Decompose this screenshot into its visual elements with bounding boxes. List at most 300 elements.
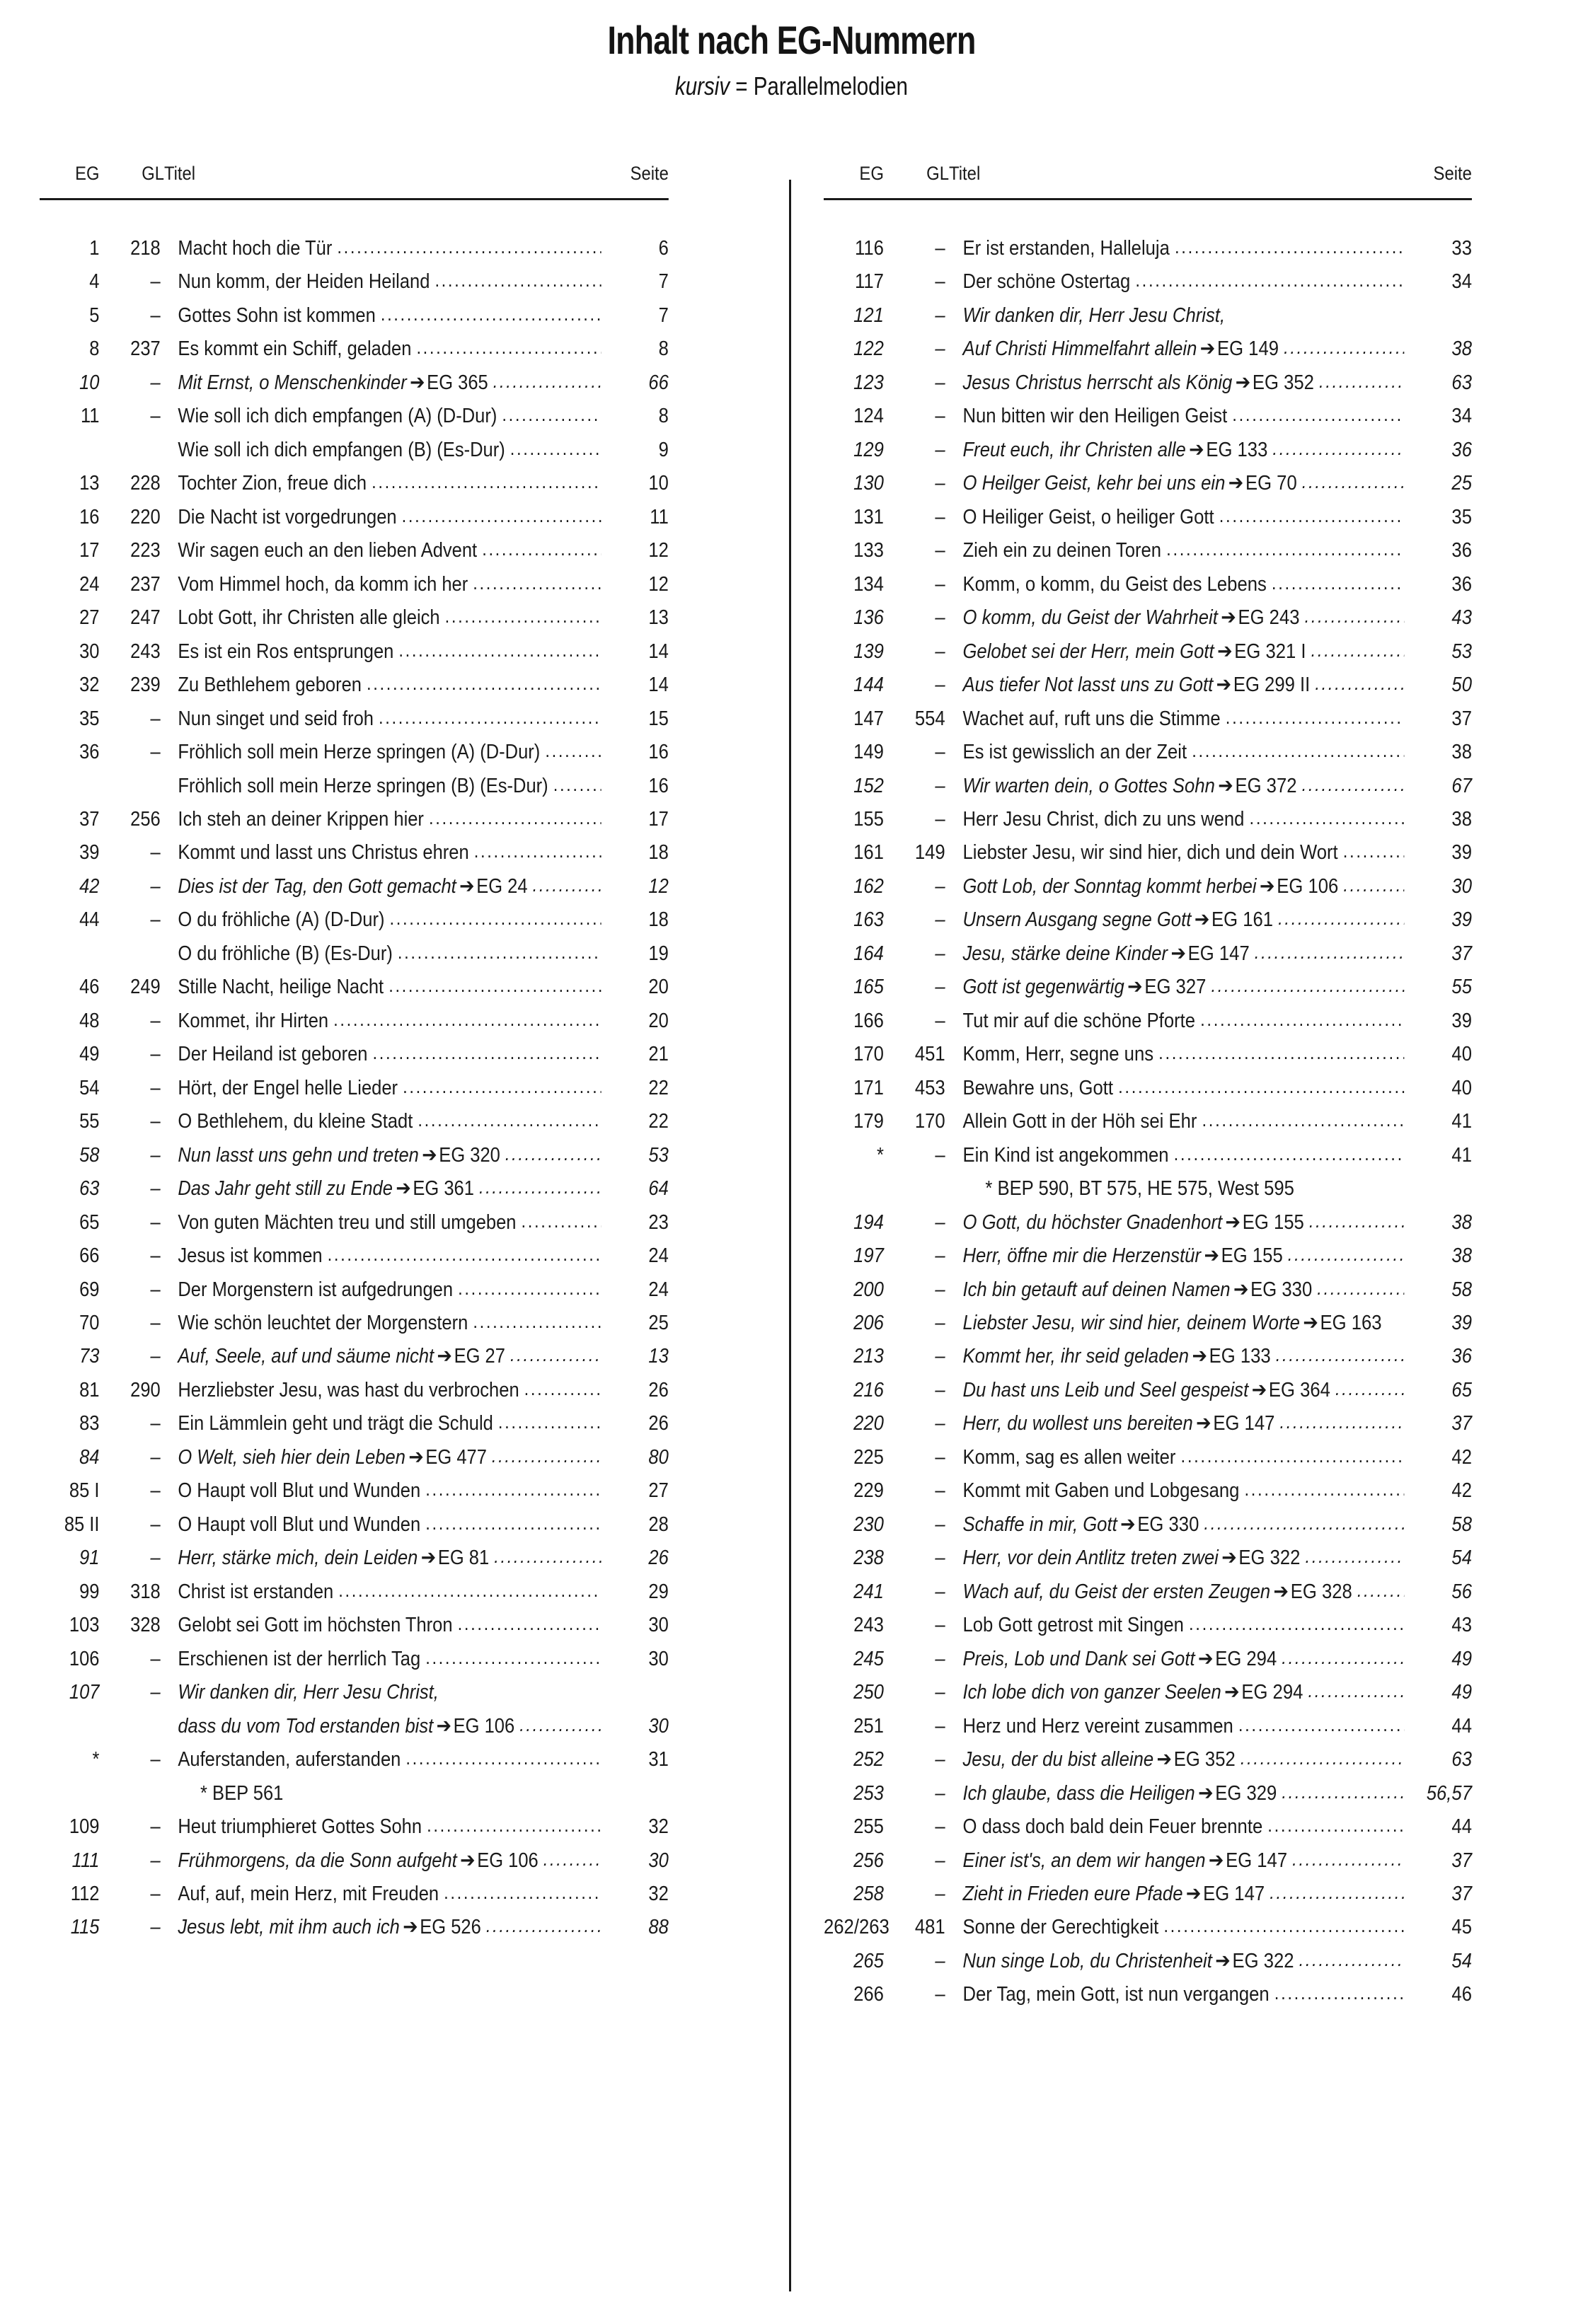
index-row bbox=[824, 1374, 1472, 1407]
cross-reference: EG 70 bbox=[1245, 472, 1297, 495]
cell-eg-number: 58 bbox=[79, 1143, 100, 1167]
reference-arrow-icon: ➔ bbox=[1198, 1647, 1214, 1670]
dot-leader bbox=[1302, 774, 1405, 795]
cell-page-number: 31 bbox=[648, 1748, 669, 1771]
title-text: Die Nacht ist vorgedrungen bbox=[178, 505, 397, 528]
cross-reference: EG 526 bbox=[420, 1916, 481, 1939]
dot-leader bbox=[505, 1143, 601, 1164]
cell-page-number: 54 bbox=[1451, 1949, 1472, 1972]
cell-page-number: 7 bbox=[658, 303, 669, 327]
cell-eg-number: 252 bbox=[853, 1748, 884, 1771]
index-row bbox=[40, 1474, 669, 1508]
index-row bbox=[824, 1206, 1472, 1239]
cell-title bbox=[949, 803, 1404, 836]
cell-title bbox=[949, 601, 1404, 635]
cell-eg-number: 171 bbox=[853, 1076, 884, 1099]
cell-gl-number: – bbox=[935, 371, 945, 394]
index-row bbox=[824, 1810, 1472, 1844]
dot-leader bbox=[473, 1311, 601, 1332]
cell-title bbox=[949, 1911, 1404, 1944]
cell-eg-number: 238 bbox=[853, 1547, 884, 1570]
reference-arrow-icon: ➔ bbox=[422, 1143, 437, 1167]
cell-title bbox=[164, 467, 601, 500]
cell-gl-number: 237 bbox=[130, 337, 161, 361]
cell-title bbox=[164, 1676, 601, 1709]
cross-reference: EG 294 bbox=[1241, 1681, 1303, 1704]
cell-title bbox=[949, 635, 1404, 669]
cell-eg-number: 256 bbox=[853, 1849, 884, 1872]
dot-leader bbox=[524, 1378, 601, 1399]
dot-leader bbox=[1282, 1781, 1404, 1803]
reference-arrow-icon: ➔ bbox=[1156, 1748, 1173, 1771]
index-row bbox=[824, 1978, 1472, 2011]
cell-gl-number: – bbox=[935, 1714, 945, 1738]
index-row bbox=[824, 836, 1472, 869]
title-text: Lob Gott getrost mit Singen bbox=[962, 1614, 1184, 1637]
cell-page-number: 16 bbox=[648, 774, 669, 797]
cell-title bbox=[164, 1576, 601, 1609]
cell-title bbox=[949, 1105, 1404, 1138]
index-row bbox=[824, 770, 1472, 803]
cell-page-number: 53 bbox=[1451, 640, 1472, 663]
index-row bbox=[824, 1508, 1472, 1542]
dot-leader bbox=[1292, 1849, 1404, 1870]
cross-reference: EG 330 bbox=[1250, 1278, 1313, 1301]
cell-gl-number: – bbox=[935, 270, 945, 294]
title-text: Ich lobe dich von ganzer Seelen bbox=[962, 1681, 1221, 1704]
title-text: Kommt und lasst uns Christus ehren bbox=[178, 841, 469, 865]
header-eg: EG bbox=[859, 163, 884, 184]
title-text: Gott Lob, der Sonntag kommt herbei bbox=[962, 874, 1257, 898]
cell-gl-number: – bbox=[935, 1748, 945, 1771]
cell-gl-number: – bbox=[935, 774, 945, 797]
reference-arrow-icon: ➔ bbox=[1273, 1580, 1289, 1603]
cell-title bbox=[164, 1105, 601, 1138]
cell-eg-number: 106 bbox=[69, 1647, 100, 1670]
cell-eg-number: 11 bbox=[80, 405, 100, 428]
cell-page-number: 30 bbox=[648, 1849, 669, 1872]
cell-page-number bbox=[1404, 299, 1472, 333]
index-row bbox=[824, 501, 1472, 534]
cell-eg-number: 115 bbox=[70, 1916, 100, 1939]
cell-gl-number: – bbox=[935, 874, 945, 898]
title-text: * BEP 561 bbox=[200, 1781, 284, 1805]
index-row bbox=[40, 232, 669, 265]
title-text: Er ist erstanden, Halleluja bbox=[962, 237, 1170, 260]
cell-title bbox=[164, 434, 601, 467]
subtitle-kursiv-word: kursiv bbox=[675, 71, 730, 100]
cell-gl-number: – bbox=[935, 505, 945, 528]
cell-title bbox=[949, 1072, 1404, 1105]
cell-page-number: 37 bbox=[1451, 942, 1472, 965]
dot-leader bbox=[502, 404, 601, 425]
cross-reference: EG 155 bbox=[1242, 1210, 1304, 1234]
title-text: O Welt, sieh hier dein Leben bbox=[178, 1445, 405, 1469]
cell-title bbox=[164, 1643, 601, 1676]
dot-leader bbox=[1272, 572, 1404, 594]
cell-page-number: 27 bbox=[648, 1479, 669, 1503]
cell-eg-number: 121 bbox=[853, 303, 884, 327]
dot-leader bbox=[398, 942, 601, 963]
dot-leader bbox=[1181, 1445, 1405, 1467]
cell-eg-number: 122 bbox=[853, 337, 884, 361]
page-header bbox=[0, 0, 1583, 101]
left-column bbox=[0, 163, 778, 2012]
cell-gl-number: – bbox=[150, 270, 161, 294]
title-text: Freut euch, ihr Christen alle bbox=[962, 438, 1186, 461]
dot-leader bbox=[445, 606, 601, 627]
cell-eg-number: 152 bbox=[853, 774, 884, 797]
cell-title bbox=[949, 265, 1404, 299]
title-text: Hört, der Engel helle Lieder bbox=[178, 1076, 398, 1099]
cell-gl-number: – bbox=[935, 1614, 945, 1637]
dot-leader bbox=[498, 1411, 601, 1433]
index-row bbox=[824, 1307, 1472, 1340]
cell-eg-number: 1 bbox=[89, 237, 100, 260]
cell-gl-number: – bbox=[935, 942, 945, 965]
cell-gl-number: – bbox=[150, 707, 161, 730]
cell-page-number: 34 bbox=[1451, 270, 1472, 294]
cell-title bbox=[949, 971, 1404, 1004]
index-row bbox=[40, 366, 669, 400]
cell-title bbox=[164, 836, 601, 869]
cell-eg-number: 49 bbox=[79, 1043, 100, 1066]
cell-eg-number: 134 bbox=[853, 572, 884, 596]
cell-gl-number: – bbox=[935, 1244, 945, 1268]
cell-page-number: 58 bbox=[1451, 1278, 1472, 1301]
cell-page-number: 18 bbox=[648, 908, 669, 932]
cell-eg-number: 5 bbox=[89, 303, 100, 327]
cell-page-number: 17 bbox=[648, 807, 669, 831]
title-text: O komm, du Geist der Wahrheit bbox=[962, 606, 1218, 630]
page-title: Inhalt nach EG-Nummern bbox=[607, 18, 976, 62]
dot-leader bbox=[444, 1882, 601, 1903]
cell-title bbox=[164, 1777, 601, 1810]
cross-reference: EG 329 bbox=[1215, 1781, 1277, 1805]
cross-reference: EG 81 bbox=[437, 1547, 490, 1570]
cross-reference: EG 352 bbox=[1173, 1748, 1236, 1771]
cell-page-number: 56,57 bbox=[1426, 1781, 1472, 1805]
cross-reference: EG 365 bbox=[427, 371, 488, 394]
dot-leader bbox=[1288, 1244, 1405, 1265]
cell-page-number bbox=[601, 1676, 669, 1709]
title-text: Nun singe Lob, du Christenheit bbox=[962, 1949, 1212, 1972]
dot-leader bbox=[1305, 606, 1405, 627]
index-row bbox=[824, 1441, 1472, 1474]
cell-page-number: 16 bbox=[648, 741, 669, 764]
header-titel: Titel bbox=[949, 163, 981, 184]
index-row bbox=[40, 1676, 669, 1709]
title-text: Ein Kind ist angekommen bbox=[962, 1143, 1169, 1167]
cross-reference: EG 372 bbox=[1235, 774, 1297, 797]
reference-arrow-icon: ➔ bbox=[1224, 1681, 1240, 1704]
cell-gl-number bbox=[99, 937, 164, 971]
title-text: Unsern Ausgang segne Gott bbox=[962, 908, 1192, 932]
dot-leader bbox=[545, 740, 601, 761]
dot-leader bbox=[338, 1580, 601, 1601]
index-row bbox=[40, 669, 669, 702]
dot-leader bbox=[398, 640, 601, 661]
cell-page-number: 41 bbox=[1451, 1110, 1472, 1133]
index-row bbox=[40, 1710, 669, 1743]
title-text: O du fröhliche (B) (Es-Dur) bbox=[178, 942, 393, 965]
index-row bbox=[824, 1643, 1472, 1676]
reference-arrow-icon: ➔ bbox=[1215, 1949, 1231, 1972]
cell-eg-number: 99 bbox=[79, 1580, 100, 1603]
title-text: O Gott, du höchster Gnadenhort bbox=[962, 1210, 1223, 1234]
index-row bbox=[40, 333, 669, 366]
cross-reference: EG 243 bbox=[1238, 606, 1300, 630]
cell-title bbox=[949, 1239, 1404, 1273]
reference-arrow-icon: ➔ bbox=[1127, 976, 1143, 999]
index-row bbox=[824, 669, 1472, 702]
dot-leader bbox=[1241, 1747, 1405, 1769]
cross-reference: EG 328 bbox=[1290, 1580, 1352, 1603]
cell-page-number: 50 bbox=[1451, 674, 1472, 697]
dot-leader bbox=[482, 538, 601, 560]
title-text: Der Morgenstern ist aufgedrungen bbox=[178, 1278, 454, 1301]
dot-leader bbox=[1311, 640, 1405, 661]
title-text: Fröhlich soll mein Herze springen (A) (D-Dur) bbox=[178, 741, 541, 764]
dot-leader bbox=[492, 1445, 601, 1467]
cell-title bbox=[949, 1005, 1404, 1038]
dot-leader bbox=[1189, 1613, 1404, 1634]
title-text: Aus tiefer Not lasst uns zu Gott bbox=[962, 674, 1214, 697]
header-seite: Seite bbox=[1433, 163, 1472, 184]
cell-page-number: 35 bbox=[1451, 505, 1472, 528]
index-row bbox=[824, 1777, 1472, 1810]
cell-title bbox=[949, 299, 1404, 333]
cell-title bbox=[164, 1005, 601, 1038]
cell-eg-number: 250 bbox=[853, 1681, 884, 1704]
dot-leader bbox=[519, 1714, 601, 1735]
index-row bbox=[40, 1911, 669, 1944]
index-row bbox=[40, 1878, 669, 1911]
cell-page-number: 19 bbox=[648, 942, 669, 965]
index-table-right bbox=[824, 163, 1472, 2012]
title-text: Wir sagen euch an den lieben Advent bbox=[178, 539, 478, 562]
index-row bbox=[40, 265, 669, 299]
title-text: Wir danken dir, Herr Jesu Christ, bbox=[962, 303, 1226, 327]
index-row bbox=[824, 1743, 1472, 1776]
cell-title bbox=[164, 903, 601, 937]
title-text: Komm, o komm, du Geist des Lebens bbox=[962, 572, 1267, 596]
title-text: Frühmorgens, da die Sonn aufgeht bbox=[178, 1849, 457, 1872]
cell-gl-number: 318 bbox=[130, 1580, 161, 1603]
cell-title bbox=[949, 1441, 1404, 1474]
cell-gl-number: – bbox=[150, 1345, 161, 1368]
title-text: Nun komm, der Heiden Heiland bbox=[178, 270, 430, 294]
dot-leader bbox=[493, 371, 601, 392]
cell-eg-number: 46 bbox=[79, 976, 100, 999]
cell-page-number: 30 bbox=[648, 1714, 669, 1738]
cell-gl-number: – bbox=[935, 1378, 945, 1401]
cell-title bbox=[164, 1038, 601, 1071]
cross-reference: EG 477 bbox=[425, 1445, 487, 1469]
cell-gl-number: – bbox=[935, 1849, 945, 1872]
cell-title bbox=[164, 1810, 601, 1844]
cell-gl-number: – bbox=[935, 1513, 945, 1536]
index-row bbox=[824, 1878, 1472, 1911]
index-row bbox=[824, 1542, 1472, 1575]
index-row bbox=[40, 703, 669, 736]
index-row bbox=[824, 1911, 1472, 1944]
dot-leader bbox=[434, 270, 601, 291]
cell-page-number: 37 bbox=[1451, 707, 1472, 730]
title-text: Sonne der Gerechtigkeit bbox=[962, 1916, 1159, 1939]
cell-title bbox=[949, 770, 1404, 803]
title-text: Wie schön leuchtet der Morgenstern bbox=[178, 1312, 468, 1334]
dot-leader bbox=[1274, 1982, 1405, 2004]
index-row bbox=[824, 1105, 1472, 1138]
dot-leader bbox=[402, 505, 601, 526]
cell-page-number bbox=[1404, 1172, 1472, 1206]
title-text: Tochter Zion, freue dich bbox=[178, 472, 367, 495]
dot-leader bbox=[474, 840, 601, 862]
index-rows-left bbox=[40, 232, 669, 1945]
cell-gl-number: – bbox=[150, 1043, 161, 1066]
cross-reference: EG 149 bbox=[1216, 337, 1279, 361]
cell-title bbox=[949, 903, 1404, 937]
cell-eg-number: 35 bbox=[79, 707, 100, 730]
cell-eg-number: 136 bbox=[853, 606, 884, 630]
cell-page-number: 24 bbox=[648, 1244, 669, 1268]
index-row bbox=[824, 299, 1472, 333]
title-text: Lobt Gott, ihr Christen alle gleich bbox=[178, 606, 440, 630]
dot-leader bbox=[1306, 1546, 1405, 1567]
dot-leader bbox=[1272, 438, 1404, 459]
cell-gl-number: 256 bbox=[130, 807, 161, 831]
index-row bbox=[40, 467, 669, 500]
dot-leader bbox=[1219, 505, 1405, 526]
index-row bbox=[824, 1474, 1472, 1508]
cell-gl-number: – bbox=[150, 1143, 161, 1167]
dot-leader bbox=[1267, 1815, 1404, 1836]
title-text: * BEP 590, BT 575, HE 575, West 595 bbox=[985, 1177, 1294, 1201]
cell-eg-number: 69 bbox=[79, 1278, 100, 1301]
cell-page-number: 36 bbox=[1451, 438, 1472, 461]
cell-page-number: 42 bbox=[1451, 1445, 1472, 1469]
cell-title bbox=[164, 333, 601, 366]
reference-arrow-icon: ➔ bbox=[1198, 1781, 1214, 1805]
dot-leader bbox=[1232, 404, 1404, 425]
title-text: Tut mir auf die schöne Pforte bbox=[962, 1009, 1196, 1032]
title-text: O Heilger Geist, kehr bei uns ein bbox=[962, 472, 1226, 495]
cell-gl-number: – bbox=[150, 841, 161, 865]
cell-eg-number: 103 bbox=[69, 1614, 100, 1637]
cell-page-number: 36 bbox=[1451, 539, 1472, 562]
cell-title bbox=[164, 1139, 601, 1172]
cell-eg-number: 197 bbox=[853, 1244, 884, 1268]
cell-page-number: 46 bbox=[1451, 1983, 1472, 2006]
reference-arrow-icon: ➔ bbox=[396, 1177, 411, 1201]
index-row bbox=[824, 1945, 1472, 1978]
cell-title bbox=[164, 1911, 601, 1944]
dot-leader bbox=[1276, 1344, 1405, 1365]
cell-page-number: 34 bbox=[1451, 405, 1472, 428]
cell-gl-number: – bbox=[935, 1479, 945, 1503]
cross-reference: EG 27 bbox=[454, 1345, 505, 1368]
cross-reference: EG 163 bbox=[1320, 1312, 1382, 1334]
cell-page-number: 38 bbox=[1451, 1210, 1472, 1234]
cell-gl-number: – bbox=[150, 1479, 161, 1503]
cell-page-number: 18 bbox=[648, 841, 669, 865]
cell-page-number bbox=[601, 1777, 669, 1810]
cell-page-number: 13 bbox=[648, 1345, 669, 1368]
cell-title bbox=[164, 1878, 601, 1911]
title-text: Jesus Christus herrscht als König bbox=[962, 371, 1233, 394]
cross-reference: EG 161 bbox=[1211, 908, 1274, 932]
cross-reference: EG 294 bbox=[1215, 1647, 1277, 1670]
cell-gl-number: – bbox=[150, 1244, 161, 1268]
cell-page-number: 30 bbox=[1451, 874, 1472, 898]
cell-page-number: 40 bbox=[1451, 1076, 1472, 1099]
cell-gl-number: – bbox=[935, 1345, 945, 1368]
title-text: Herr, öffne mir die Herzenstür bbox=[962, 1244, 1202, 1268]
index-row bbox=[40, 803, 669, 836]
cell-gl-number: – bbox=[150, 1445, 161, 1469]
index-row bbox=[824, 568, 1472, 601]
title-text: Kommet, ihr Hirten bbox=[178, 1009, 329, 1032]
cell-title bbox=[949, 1542, 1404, 1575]
dot-leader bbox=[403, 1076, 601, 1097]
cell-title bbox=[949, 1474, 1404, 1508]
cell-gl-number: – bbox=[935, 237, 945, 260]
cell-title bbox=[164, 601, 601, 635]
title-text: Stille Nacht, heilige Nacht bbox=[178, 976, 384, 999]
index-row bbox=[824, 870, 1472, 903]
cell-gl-number: – bbox=[150, 1177, 161, 1201]
cell-title bbox=[164, 703, 601, 736]
cell-eg-number: 81 bbox=[79, 1378, 100, 1401]
index-row bbox=[824, 903, 1472, 937]
cell-title bbox=[949, 1340, 1404, 1373]
cell-gl-number: – bbox=[935, 1278, 945, 1301]
column-header-row bbox=[824, 163, 1472, 193]
cell-eg-number: 163 bbox=[853, 908, 884, 932]
index-row bbox=[40, 1105, 669, 1138]
title-text: Dies ist der Tag, den Gott gemacht bbox=[178, 874, 456, 898]
index-row bbox=[40, 501, 669, 534]
index-row bbox=[40, 534, 669, 567]
dot-leader bbox=[427, 1815, 601, 1836]
cell-eg-number: 66 bbox=[79, 1244, 100, 1268]
header-spacer bbox=[40, 206, 669, 232]
dot-leader bbox=[388, 975, 601, 996]
cross-reference: EG 147 bbox=[1203, 1882, 1265, 1905]
title-text: Gottes Sohn ist kommen bbox=[178, 303, 376, 327]
cell-page-number: 25 bbox=[1451, 472, 1472, 495]
cell-title bbox=[164, 1710, 601, 1743]
dot-leader bbox=[1319, 371, 1404, 392]
index-row bbox=[824, 1273, 1472, 1307]
dot-leader bbox=[1357, 1580, 1405, 1601]
reference-arrow-icon: ➔ bbox=[1235, 371, 1251, 394]
header-eg: EG bbox=[75, 163, 100, 184]
dot-leader bbox=[1255, 942, 1405, 963]
cell-eg-number: * bbox=[92, 1748, 100, 1771]
cell-eg-number: 245 bbox=[853, 1647, 884, 1670]
dot-leader bbox=[1226, 707, 1405, 728]
dot-leader bbox=[416, 337, 601, 358]
cell-page-number: 30 bbox=[648, 1647, 669, 1670]
index-row bbox=[824, 265, 1472, 299]
cell-eg-number: 24 bbox=[79, 572, 100, 596]
cell-gl-number: – bbox=[935, 606, 945, 630]
cell-title bbox=[164, 232, 601, 265]
cell-gl-number: – bbox=[935, 1882, 945, 1905]
cell-page-number: 10 bbox=[648, 472, 669, 495]
